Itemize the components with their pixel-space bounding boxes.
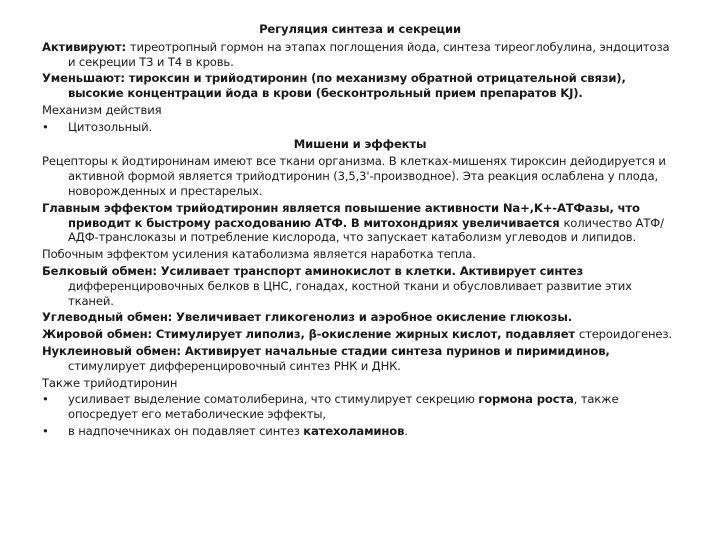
fat-metabolism-paragraph xyxy=(42,327,678,342)
side-effect-paragraph: Побочным эффектом усиления катаболизма является наработка тепла. xyxy=(42,247,476,262)
protein-text: дифференцировочных белков в ЦНС, гонадах, костной ткани и обусловливает развитие этих тканей. xyxy=(68,278,632,308)
section-title-regulation: Регуляция синтеза и секреции xyxy=(259,22,461,36)
also-item1-text-b: гормона роста xyxy=(478,392,574,407)
also-item1-text-c: , также опосредует его метаболические эффекты, xyxy=(68,392,619,422)
activators-text: тиреотропный гормон на этапах поглощения йода, синтеза тиреоглобулина, эндоцитоза и секреции Т3 и Т4 в кровь. xyxy=(68,39,670,69)
activators-paragraph xyxy=(42,40,678,70)
main-effect-paragraph xyxy=(42,201,678,245)
section-title-targets: Мишени и эффекты xyxy=(293,136,427,151)
bullet-icon: • xyxy=(42,119,49,134)
protein-bold: Белковый обмен: Усиливает транспорт аминокислот в клетки. Активирует синтез xyxy=(42,263,584,278)
nucleic-text: стимулирует дифференцировочный синтез РНК и ДНК. xyxy=(68,358,401,373)
fat-text: стероидогенез. xyxy=(578,327,672,342)
nucleic-bold: Нуклеиновый обмен: Активирует начальные стадии синтеза пуринов и пиримидинов, xyxy=(42,343,610,358)
carbohydrate-bold: Углеводный обмен: Увеличивает гликогенолиз и аэробное окисление глюкозы. xyxy=(42,310,572,325)
also-item2-text-a: в надпочечниках он подавляет синтез xyxy=(68,423,304,438)
also-item1-text-a: усиливает выделение соматолиберина, что стимулирует секрецию xyxy=(68,392,479,407)
also-heading: Также трийодтиронин xyxy=(42,375,178,390)
slide-content xyxy=(42,22,678,441)
receptors-paragraph: Рецепторы к йодтиронинам имеют все ткани организма. В клетках-мишенях тироксин дейодируется и активной формой является трийодтиронин (3,5,3'-производное). Эта реакция ослаблена у плода, новорожденных и престарелых. xyxy=(42,154,666,198)
main-effect-text: количество АТФ/АДФ-транслоказы и потребление кислорода, что запускает катаболизм углеводов и липидов. xyxy=(68,215,664,245)
also-list-item-2 xyxy=(42,424,678,439)
inhibitors-label: Уменьшают: xyxy=(42,71,129,86)
bullet-icon: • xyxy=(42,423,49,438)
also-item2-text-c: . xyxy=(404,423,408,438)
protein-metabolism-paragraph xyxy=(42,264,678,308)
inhibitors-text: тироксин и трийодтиронин (по механизму обратной отрицательной связи), высокие концентрации йода в крови (бесконтрольный прием препаратов KJ). xyxy=(68,71,626,101)
mechanism-list-item xyxy=(42,120,678,135)
nucleic-metabolism-paragraph xyxy=(42,344,678,374)
main-effect-bold: Главным эффектом трийодтиронин является повышение активности Na+,K+-АТФазы, что приводит к быстрому расходованию АТФ. В митохондриях увеличивается xyxy=(42,200,640,230)
bullet-icon: • xyxy=(42,392,49,407)
carbohydrate-metabolism-paragraph xyxy=(42,310,678,325)
also-list-item-1 xyxy=(42,392,678,422)
inhibitors-paragraph xyxy=(42,71,678,101)
also-item2-text-b: катехоламинов xyxy=(303,423,405,438)
mechanism-heading: Механизм действия xyxy=(42,102,162,117)
activators-label: Активируют: xyxy=(42,39,130,54)
fat-bold: Жировой обмен: Стимулирует липолиз, β-окисление жирных кислот, подавляет xyxy=(42,327,579,342)
mechanism-item-text: Цитозольный. xyxy=(68,119,153,134)
